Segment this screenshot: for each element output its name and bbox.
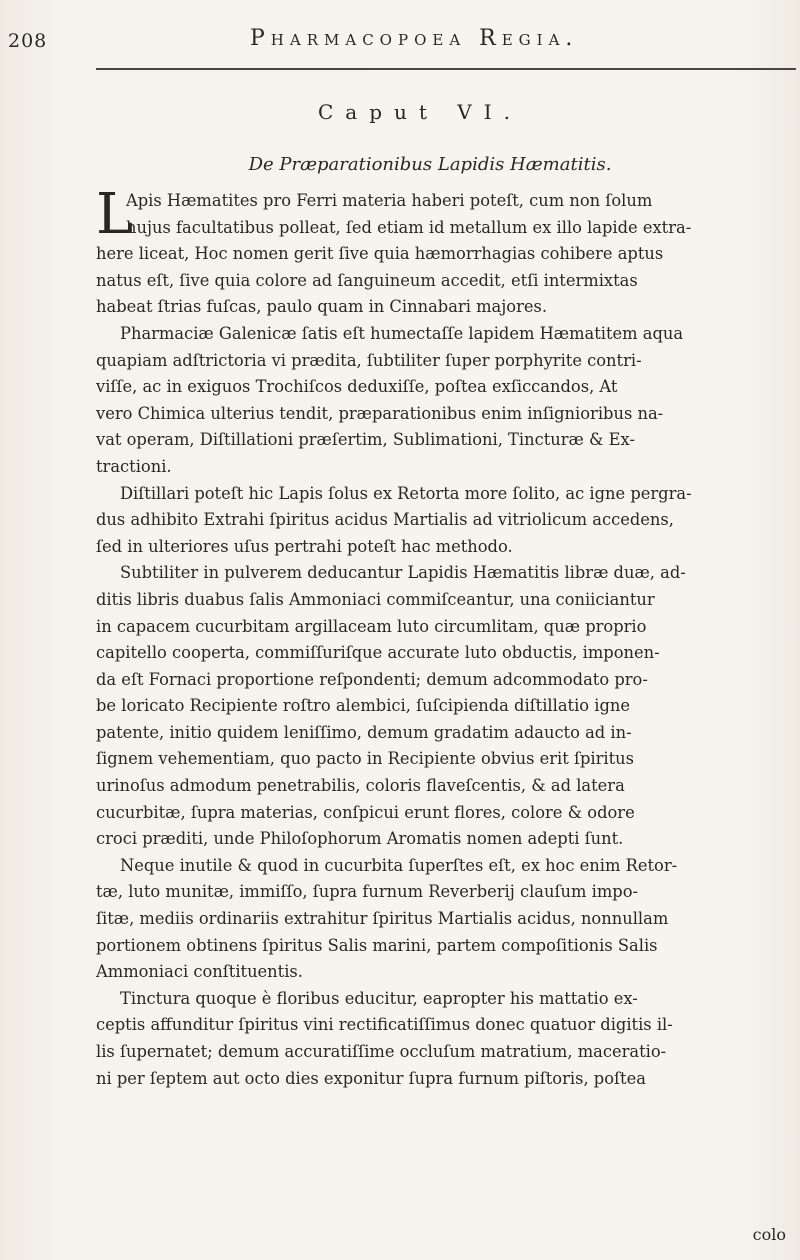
- text-line: dus adhibito Extrahi ſpiritus acidus Martialis ad vitriolicum accedens,: [96, 510, 674, 530]
- text-line: habeat ſtrias fuſcas, paulo quam in Cinnabari majores.: [96, 297, 548, 317]
- catchword: colo: [752, 1225, 786, 1244]
- running-head: [0, 22, 800, 62]
- text-line: be loricato Recipiente roſtro alembici, ſuſcipienda diſtillatio igne: [96, 696, 631, 716]
- text-line: ditis libris duabus ſalis Ammoniaci commiſceantur, una coniiciantur: [96, 589, 655, 609]
- text-line: Apis Hæmatites pro Ferri materia haberi poteſt, cum non ſolum: [126, 191, 653, 210]
- text-line: portionem obtinens ſpiritus Salis marini, partem compoſitionis Salis: [96, 935, 658, 955]
- text-line: ni per ſeptem aut octo dies exponitur ſupra furnum piſtoris, poſtea: [96, 1068, 646, 1088]
- text-line: tæ, luto munitæ, immiſſo, ſupra furnum Reverberij clauſum impo-: [96, 882, 638, 902]
- text-line: ceptis affunditur ſpiritus vini rectificatiſſimus donec quatuor digitis il-: [96, 1015, 673, 1035]
- text-line: capitello cooperta, commiſſuriſque accurate luto obductis, imponen-: [96, 643, 660, 663]
- body-text: [96, 182, 790, 1092]
- text-line: ſignem vehementiam, quo pacto in Recipiente obvius erit ſpiritus: [96, 749, 635, 769]
- text-line: hujus facultatibus polleat, ſed etiam id metallum ex illo lapide extra-: [126, 217, 692, 237]
- text-line: quapiam adſtrictoria vi prædita, ſubtiliter ſuper porphyrite contri-: [96, 350, 642, 370]
- header-rule: [96, 68, 796, 70]
- text-line: Tinctura quoque è floribus educitur, eapropter his mattatio ex-: [120, 988, 638, 1008]
- text-line: croci præditi, unde Philoſophorum Aromatis nomen adepti ſunt.: [96, 829, 624, 849]
- chapter-subtitle: De Præparationibus Lapidis Hæmatitis.: [248, 154, 612, 175]
- text-line: lis ſupernatet; demum accuratiſſime occluſum matratium, maceratio-: [96, 1042, 667, 1061]
- text-line: da eſt Fornaci proportione reſpondenti; demum adcommodato pro-: [96, 669, 648, 689]
- text-line: cucurbitæ, ſupra materias, conſpicui erunt flores, colore & odore: [96, 802, 635, 822]
- text-line: ſed in ulteriores uſus pertrahi poteſt hac methodo.: [96, 536, 513, 556]
- text-line: Subtiliter in pulverem deducantur Lapidis Hæmatitis libræ duæ, ad-: [120, 563, 686, 583]
- page-number: 208: [8, 30, 48, 52]
- text-line: Diſtillari poteſt hic Lapis ſolus ex Retorta more ſolito, ac igne pergra-: [120, 483, 692, 503]
- running-title: Pharmacopoea Regia.: [250, 26, 579, 51]
- text-line: patente, initio quidem leniſſimo, demum gradatim adaucto ad in-: [96, 722, 632, 742]
- text-line: urinoſus admodum penetrabilis, coloris flaveſcentis, & ad latera: [96, 776, 625, 796]
- drop-capital: L: [96, 182, 134, 247]
- text-line: here liceat, Hoc nomen gerit ſive quia hæmorrhagias cohibere aptus: [96, 244, 664, 264]
- text-line: natus eſt, ſive quia colore ad ſanguineum accedit, etſi intermixtas: [96, 270, 638, 290]
- text-line: in capacem cucurbitam argillaceam luto circumlitam, quæ proprio: [96, 616, 647, 636]
- text-line: viſſe, ac in exiguos Trochiſcos deduxiſſe, poſtea exſiccandos, At: [96, 377, 618, 397]
- chapter-heading: Caput VI.: [317, 100, 522, 124]
- text-line: vat operam, Diſtillationi præſertim, Sublimationi, Tincturæ & Ex-: [96, 430, 635, 450]
- text-line: Pharmaciæ Galenicæ ſatis eſt humectaſſe lapidem Hæmatitem aqua: [120, 323, 684, 343]
- text-line: tractioni.: [96, 456, 172, 476]
- text-line: ſitæ, mediis ordinariis extrahitur ſpiritus Martialis acidus, nonnullam: [96, 909, 669, 929]
- text-line: Neque inutile & quod in cucurbita ſuperſtes eſt, ex hoc enim Retor-: [120, 855, 678, 875]
- text-line: vero Chimica ulterius tendit, præparationibus enim inſignioribus na-: [96, 403, 664, 423]
- text-line: Ammoniaci conſtituentis.: [96, 962, 303, 982]
